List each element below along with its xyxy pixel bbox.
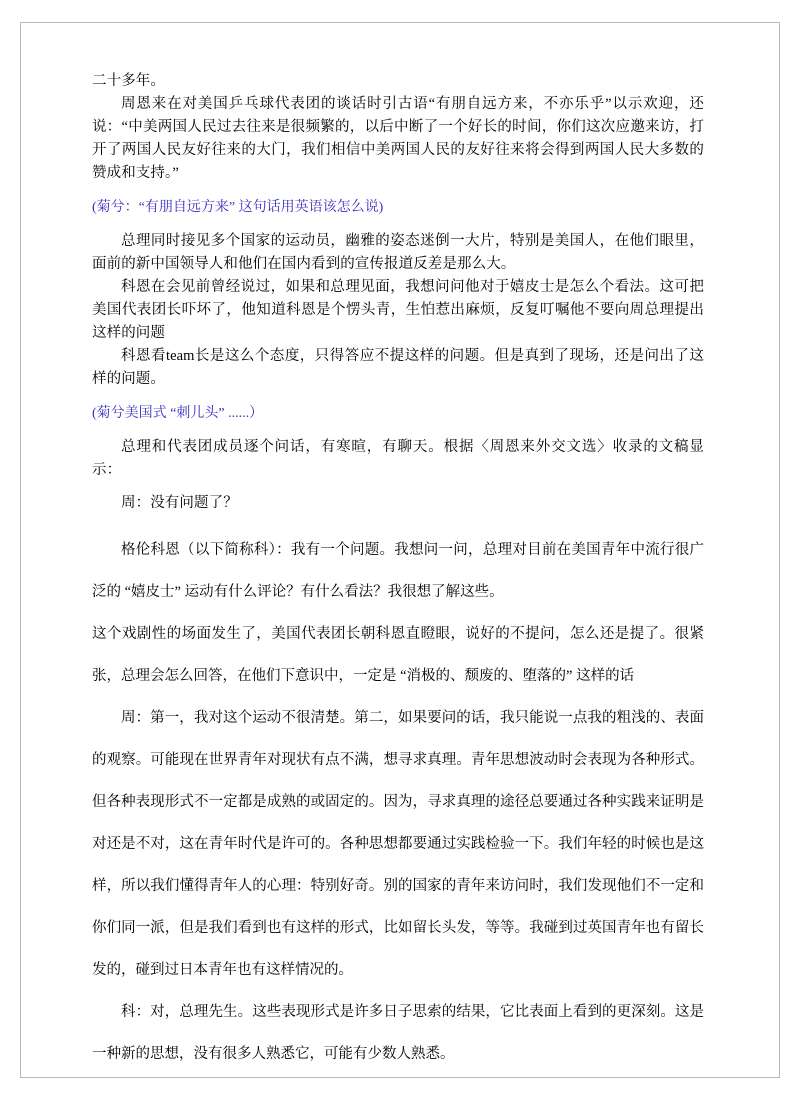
dialogue-paragraph: 格伦科恩（以下简称科）：我有一个问题。我想问一问，总理对目前在美国青年中流行很广泛的 “嬉皮士” 运动有什么评论？有什么看法？我很想了解这些。 — [92, 542, 704, 600]
dialogue-paragraph: 科：对，总理先生。这些表现形式是许多日子思索的结果，它比表面上看到的更深刻。这是一种新的思想，没有很多人熟悉它，可能有少数人熟悉。 — [92, 1004, 704, 1062]
spacer — [92, 482, 704, 492]
paragraph: 二十多年。 — [92, 73, 165, 89]
annotation-note: (菊兮美国式 “刺儿头” ......） — [92, 406, 264, 421]
paragraph: 总理同时接见多个国家的运动员，幽雅的姿态迷倒一大片，特别是美国人，在他们眼里，面前的新中国领导人和他们在国内看到的宣传报道反差是那么大。 — [92, 233, 704, 272]
document-body — [92, 70, 704, 1075]
paragraph: 总理和代表团成员逐个问话，有寒暄，有聊天。根据〈周恩来外交文选〉收录的文稿显示： — [92, 439, 704, 478]
paragraph: 这个戏剧性的场面发生了，美国代表团长朝科恩直瞪眼，说好的不提问，怎么还是提了。很紧张，总理会怎么回答，在他们下意识中，一定是 “消极的、颓废的、堕落的” 这样的话 — [92, 626, 704, 684]
dialogue-paragraph: 周：第一，我对这个运动不很清楚。第二，如果要问的话，我只能说一点我的粗浅的、表面的观察。可能现在世界青年对现状有点不满，想寻求真理。青年思想波动时会表现为各种形式。但各种表现形式不一定都是成熟的或固定的。因为，寻求真理的途径总要通过各种实践来证明是对还是不对，这在青年时代是许可的。各种思想都要通过实践检验一下。我们年轻的时候也是这样，所以我们懂得青年人的心理：特别好奇。别的国家的青年来访问时，我们发现他们不一定和你们同一派，但是我们看到也有这样的形式，比如留长头发，等等。我碰到过英国青年也有留长发的，碰到过日本青年也有这样情况的。 — [92, 710, 704, 978]
paragraph: 科恩在会见前曾经说过，如果和总理见面，我想问问他对于嬉皮士是怎么个看法。这可把美国代表团长吓坏了，他知道科恩是个愣头青，生怕惹出麻烦，反复叮嘱他不要向周总理提出这样的问题 — [92, 279, 704, 341]
paragraph: 科恩看team长是这么个态度，只得答应不提这样的问题。但是真到了现场，还是问出了这样的问题。 — [92, 348, 704, 387]
annotation-note: (菊兮：“有朋自远方来” 这句话用英语该怎么说) — [92, 200, 384, 215]
spacer — [92, 515, 704, 529]
paragraph: 周恩来在对美国乒乓球代表团的谈话时引古语“有朋自远方来，不亦乐乎”以示欢迎，还说：“中美两国人民过去往来是很频繁的，以后中断了一个好长的时间，你们这次应邀来访，打开了两国人民友好往来的大门，我们相信中美两国人民的友好往来将会得到两国人民大多数的赞成和支持。” — [92, 96, 704, 181]
paragraph: 周：没有问题了？ — [121, 495, 238, 511]
